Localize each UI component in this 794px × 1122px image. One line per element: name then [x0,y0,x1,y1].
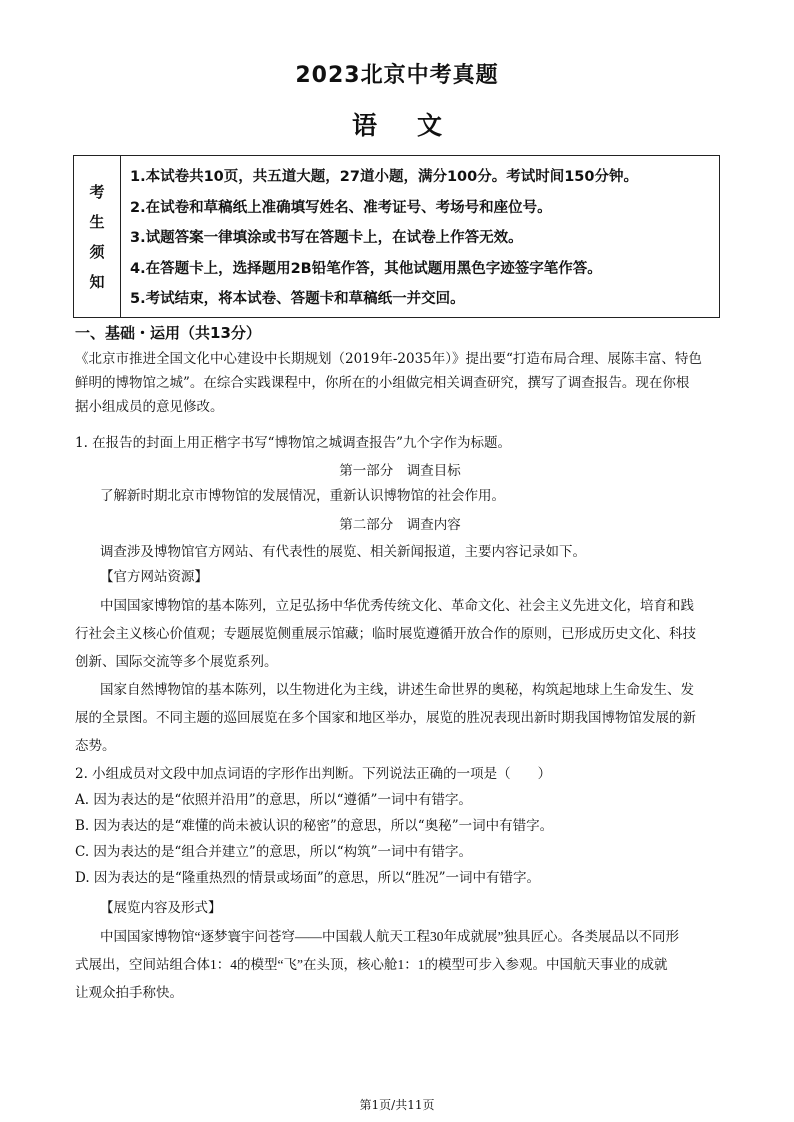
question-2-option: A. 因为表达的是“依照并沿用”的意思，所以“遵循”一词中有错字。 [75,792,472,808]
page-number: 第1页/共11页 [359,1098,435,1112]
notice-label [74,156,121,317]
paragraph-line: 行社会主义核心价值观；专题展览侧重展示馆藏；临时展览遵循开放合作的原则，已形成历史文化、科技 [75,626,696,641]
block-label: 【展览内容及形式】 [100,900,222,915]
notice-item: 4.在答题卡上，选择题用2B铅笔作答，其他试题用黑色字迹签字笔作答。 [130,260,602,277]
paragraph-line: 国家自然博物馆的基本陈列，以生物进化为主线，讲述生命世界的奥秘，构筑起地球上生命发生、发 [100,682,694,697]
paragraph-line: 让观众拍手称快。 [75,985,183,1000]
paragraph-line: 中国国家博物馆“逐梦寰宇问苍穹——中国载人航天工程30年成就展”独具匠心。各类展品以不同形 [100,929,679,944]
part2-heading: 第二部分 调查内容 [339,517,461,532]
question-2-option: C. 因为表达的是“组合并建立”的意思，所以“构筑”一词中有错字。 [75,844,473,860]
intro-line: 据小组成员的意见修改。 [75,399,224,415]
subject-title: 语文 [351,111,482,140]
paragraph-line: 中国国家博物馆的基本陈列，立足弘扬中华优秀传统文化、革命文化、社会主义先进文化，培育和践 [100,598,694,613]
notice-label-char: 须 [89,242,105,261]
notice-list [130,162,715,315]
exam-notice-box [73,155,720,318]
page-title: 2023北京中考真题 [295,63,499,88]
notice-label-char: 考 [89,182,105,201]
question-2-option: D. 因为表达的是“隆重热烈的情景或场面”的意思，所以“胜况”一词中有错字。 [75,870,541,886]
part1-heading: 第一部分 调查目标 [339,463,461,478]
question-2-option: B. 因为表达的是“难懂的尚未被认识的秘密”的意思，所以“奥秘”一词中有错字。 [75,818,554,834]
notice-item: 2.在试卷和草稿纸上准确填写姓名、准考证号、考场号和座位号。 [130,199,552,216]
intro-line: 鲜明的博物馆之城”。在综合实践课程中，你所在的小组做完相关调查研究，撰写了调查报告。现在你根 [75,375,690,391]
notice-label-char: 知 [89,272,105,291]
question-1: 1. 在报告的封面上用正楷字书写“博物馆之城调查报告”九个字作为标题。 [75,435,511,451]
intro-line: 《北京市推进全国文化中心建设中长期规划（2019年-2035年）》提出要“打造布局合理、展陈丰富、特色 [75,351,702,367]
question-2-stem: 2. 小组成员对文段中加点词语的字形作出判断。下列说法正确的一项是（ ） [75,766,552,782]
paragraph-line: 式展出，空间站组合体1：4的模型“飞”在头顶，核心舱1：1的模型可步入参观。中国航天事业的成就 [75,957,668,972]
notice-label-char: 生 [89,212,105,231]
paragraph-line: 展的全景图。不同主题的巡回展览在多个国家和地区举办，展览的胜况表现出新时期我国博物馆发展的新 [75,710,696,725]
paragraph-line: 态势。 [75,738,116,753]
paragraph-line: 创新、国际交流等多个展览系列。 [75,654,278,669]
section-heading: 一、基础・运用（共13分） [75,324,261,342]
notice-item: 5.考试结束，将本试卷、答题卡和草稿纸一并交回。 [130,291,465,307]
block-label: 【官方网站资源】 [100,569,208,584]
notice-item: 1.本试卷共10页，共五道大题，27道小题，满分100分。考试时间150分钟。 [130,169,638,185]
notice-item: 3.试题答案一律填涂或书写在答题卡上，在试卷上作答无效。 [130,230,523,246]
part2-text: 调查涉及博物馆官方网站、有代表性的展览、相关新闻报道，主要内容记录如下。 [100,544,586,559]
part1-text: 了解新时期北京市博物馆的发展情况，重新认识博物馆的社会作用。 [100,488,505,503]
